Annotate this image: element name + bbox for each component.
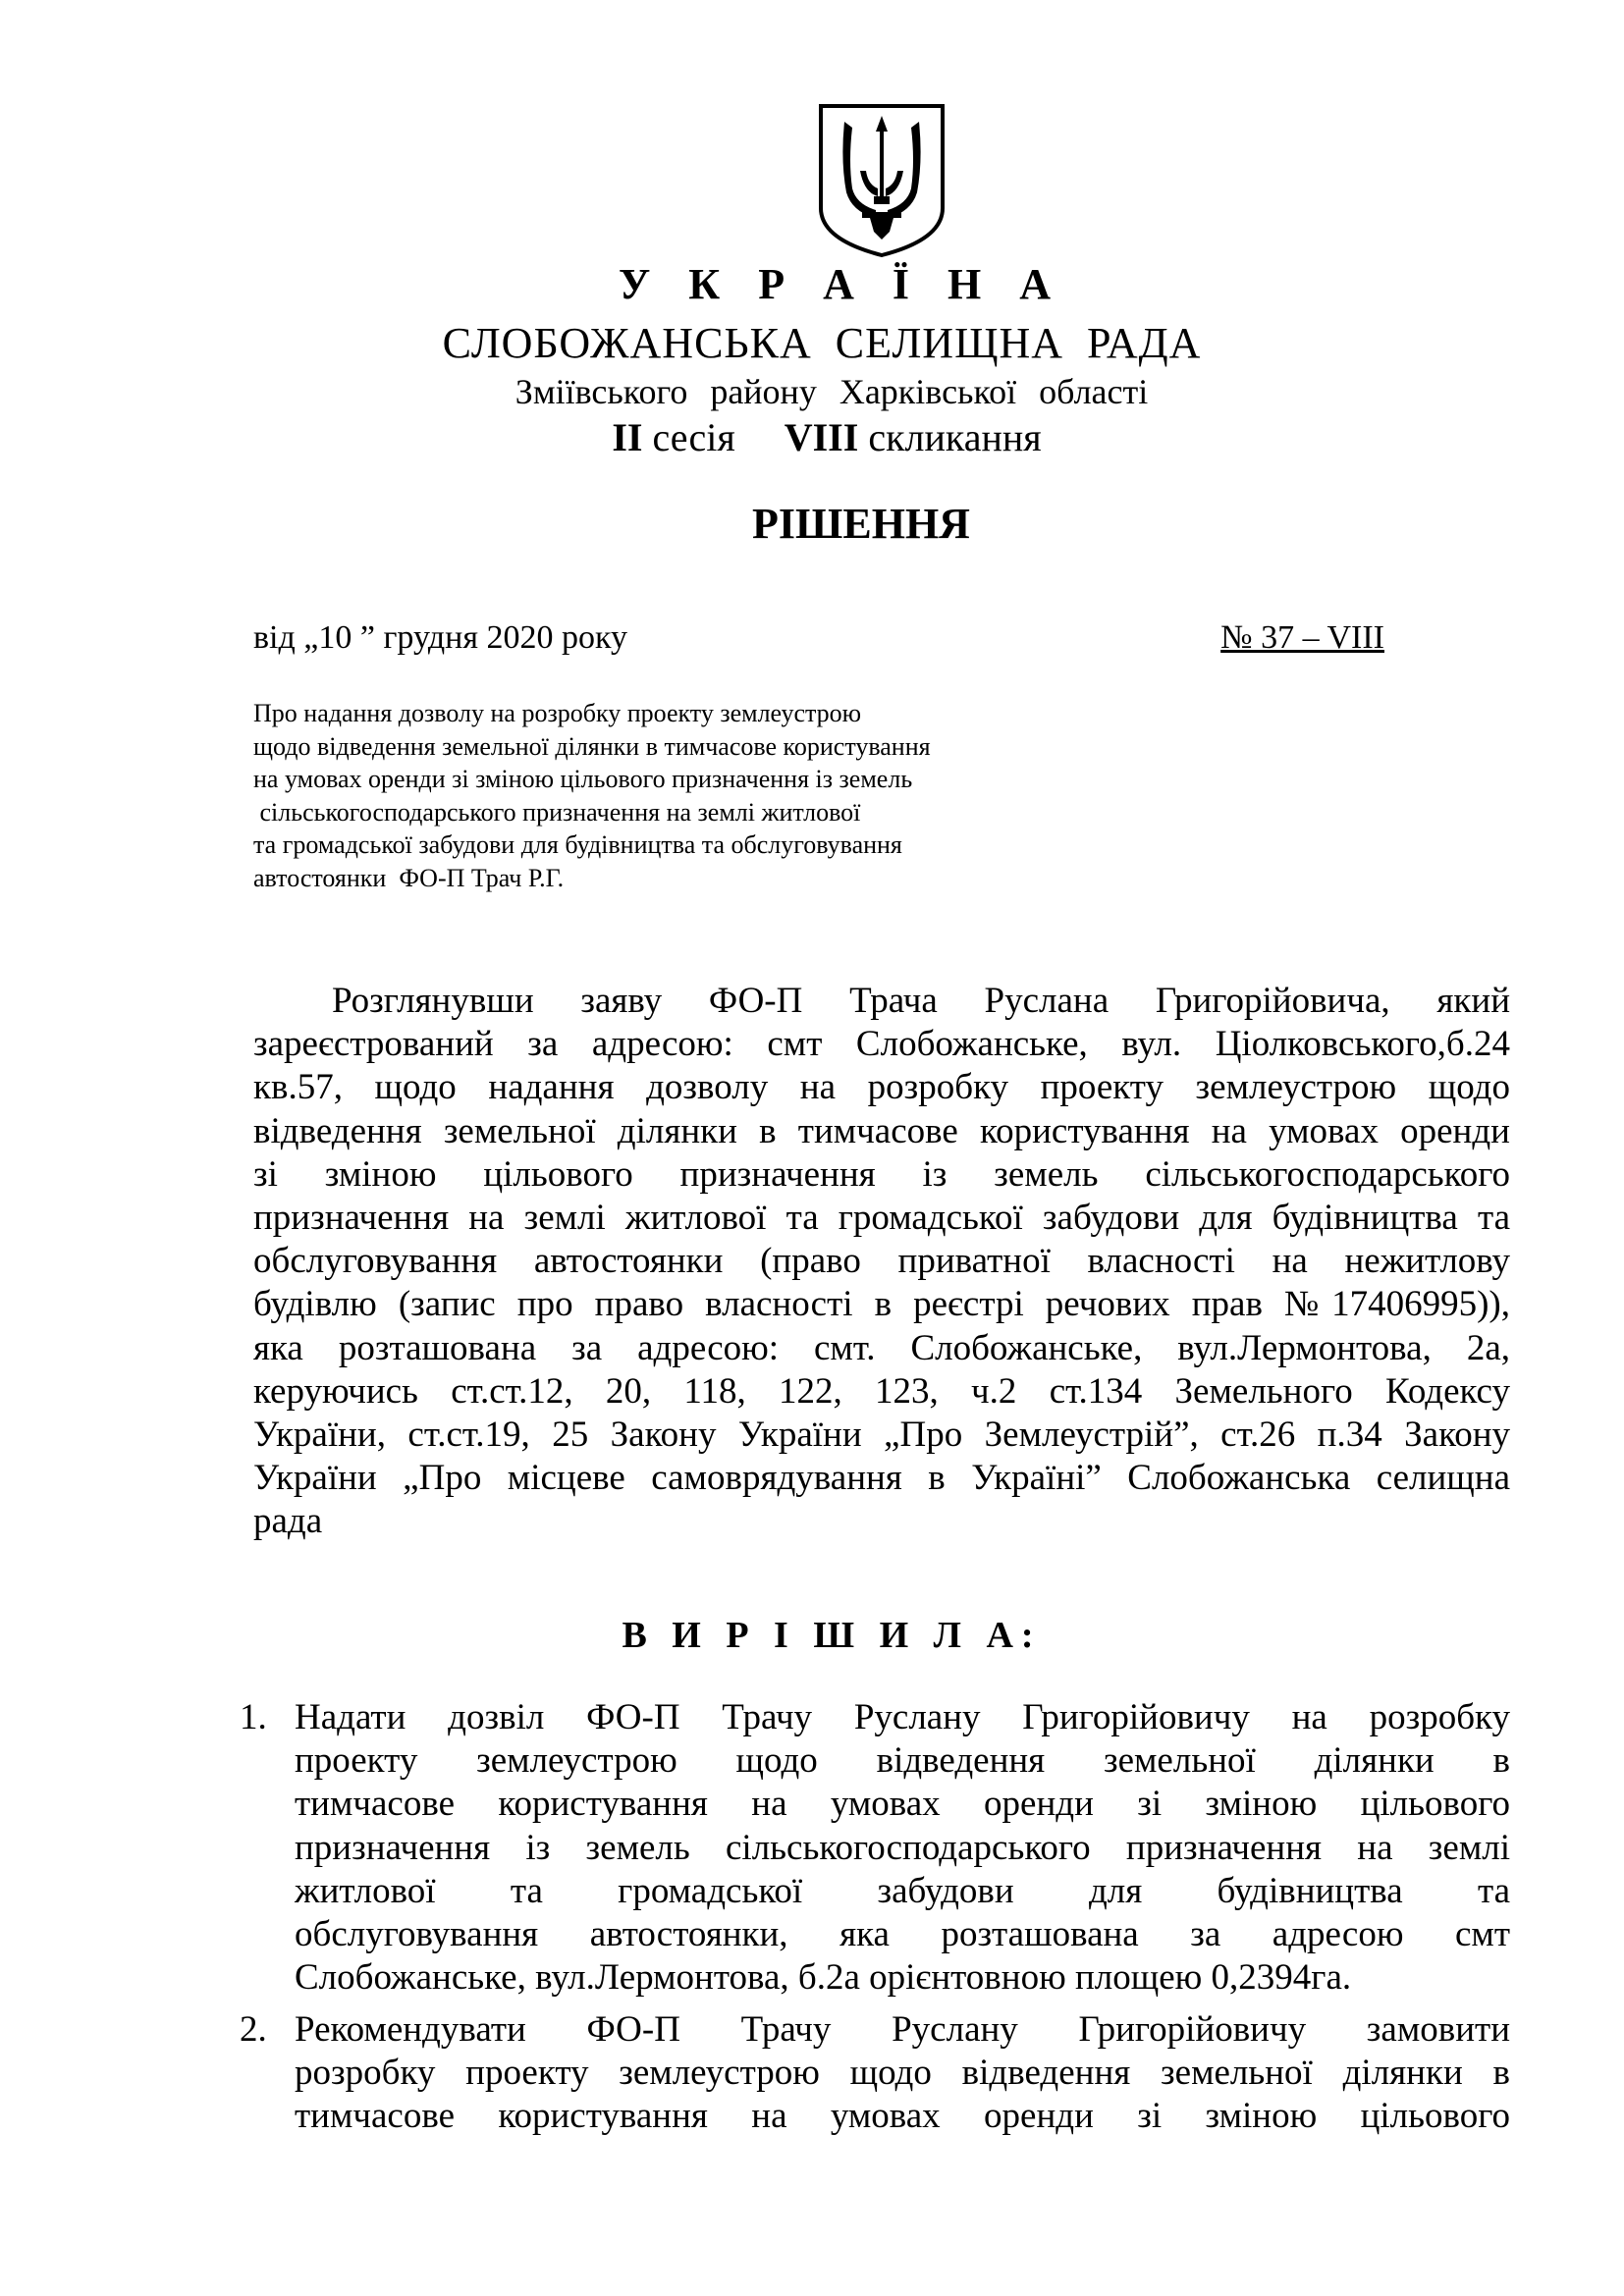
subject-line: сільськогосподарського призначення на землі житлової — [253, 797, 861, 827]
session-convocation — [0, 412, 1624, 463]
item-line: житлової та громадської забудови для будівництва та — [295, 1870, 1510, 1911]
resolved-heading: В И Р І Ш И Л А: — [622, 1615, 1042, 1656]
subject-line: автостоянки ФО-П Трач Р.Г. — [253, 863, 565, 892]
subject-line: та громадської забудови для будівництва та обслуговування — [253, 830, 902, 859]
item-line: проекту землеустрою щодо відведення земельної ділянки в — [295, 1740, 1510, 1782]
decision-subject — [253, 697, 1137, 894]
item-number: 1. — [240, 1697, 267, 1737]
item-line: тимчасове користування на умовах оренди зі зміною цільового — [295, 1784, 1510, 1825]
convocation-roman: VIII — [784, 415, 859, 459]
council-name: СЛОБОЖАНСЬКА СЕЛИЩНА РАДА — [442, 319, 1202, 367]
paragraph-line: зареєстрований за адресою: смт Слобожанське, вул. Ціолковського,б.24 — [253, 1024, 1510, 1065]
country-title: У К Р А Ї Н А — [619, 260, 1064, 308]
subject-line: щодо відведення земельної ділянки в тимчасове користування — [253, 731, 931, 761]
item-line: Надати дозвіл ФО-П Трачу Руслану Григорійовичу на розробку — [295, 1697, 1510, 1737]
item-line: Слобожанське, вул.Лермонтова, б.2а орієнтовною площею 0,2394га. — [295, 1957, 1352, 1999]
item-line: розробку проекту землеустрою щодо відведення земельної ділянки в — [295, 2053, 1510, 2094]
session-word: сесія — [642, 415, 785, 459]
subject-line: на умовах оренди зі зміною цільового призначення із земель — [253, 765, 913, 793]
subject-line: Про надання дозволу на розробку проекту землеустрою — [253, 699, 862, 727]
paragraph-line: України, ст.ст.19, 25 Закону України „Про Землеустрій”, ст.26 п.34 Закону — [253, 1414, 1510, 1455]
item-line: призначення із земель сільськогосподарського призначення на землі — [295, 1827, 1510, 1868]
paragraph-line: призначення на землі житлової та громадської забудови для будівництва та — [253, 1197, 1510, 1238]
item-line: Рекомендувати ФО-П Трачу Руслану Григорійовичу замовити — [295, 2009, 1510, 2050]
paragraph-line: зі зміною цільового призначення із земель сільськогосподарського — [253, 1153, 1510, 1195]
paragraph-line: будівлю (запис про право власності в реєстрі речових прав №17406995)), — [253, 1284, 1510, 1325]
paragraph-line: кв.57, щодо надання дозволу на розробку проекту землеустрою щодо — [253, 1067, 1510, 1108]
paragraph-line: яка розташована за адресою: смт. Слобожанське, вул.Лермонтова, 2а, — [253, 1327, 1510, 1368]
paragraph-line: керуючись ст.ст.12, 20, 118, 122, 123, ч.2 ст.134 Земельного Кодексу — [253, 1370, 1510, 1412]
paragraph-line: України „Про місцеве самоврядування в Україні” Слобожанська селищна — [253, 1458, 1510, 1499]
item-line: тимчасове користування на умовах оренди зі зміною цільового — [295, 2096, 1510, 2137]
preamble-paragraph — [253, 980, 1510, 1543]
list-item — [240, 1696, 1510, 2000]
document-type-title: РІШЕННЯ — [752, 500, 970, 548]
list-item — [240, 2008, 1510, 2139]
session-roman: II — [612, 415, 643, 459]
paragraph-line: відведення земельної ділянки в тимчасове користування на умовах оренди — [253, 1110, 1510, 1151]
item-line: обслуговування автостоянки, яка розташована за адресою смт — [295, 1913, 1510, 1954]
item-number: 2. — [240, 2009, 267, 2050]
paragraph-line: обслуговування автостоянки (право приватної власності на нежитлову — [253, 1241, 1510, 1282]
decision-number: № 37 – VIII — [1220, 619, 1384, 656]
decision-date: від „10 ” грудня 2020 року — [253, 619, 628, 656]
district-region: Зміївського району Харківської області — [514, 372, 1149, 411]
paragraph-line: рада — [253, 1501, 323, 1542]
paragraph-line: Розглянувши заяву ФО-П Трача Руслана Григорійовича, який — [332, 981, 1510, 1021]
coat-of-arms-emblem — [817, 102, 947, 259]
convocation-word: скликання — [858, 415, 1042, 459]
